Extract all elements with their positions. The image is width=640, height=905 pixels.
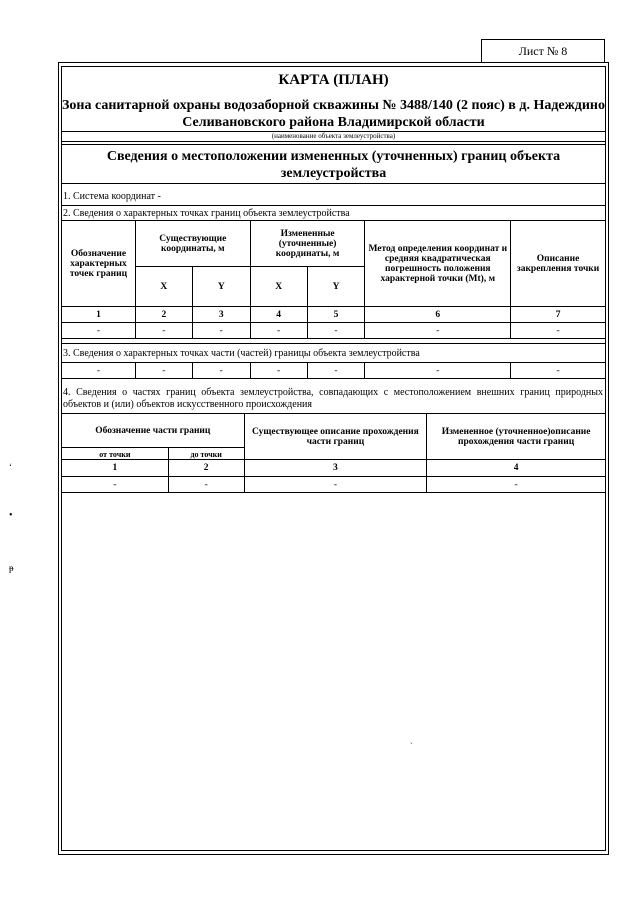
col-number: 2 bbox=[168, 460, 244, 477]
object-name-note: (наименование объекта землеустройства) bbox=[271, 132, 396, 140]
table-cell: - bbox=[135, 323, 192, 339]
table-cell: - bbox=[62, 323, 136, 339]
col-number: 3 bbox=[192, 307, 250, 323]
table-cell: - bbox=[365, 363, 511, 379]
table-cell: - bbox=[244, 477, 427, 493]
table-cell: - bbox=[250, 363, 307, 379]
col-number: 1 bbox=[62, 460, 169, 477]
table-cell: - bbox=[365, 323, 511, 339]
divider bbox=[61, 144, 606, 145]
section3-heading: 3. Сведения о характерных точках части (частей) границы объекта землеустройства bbox=[63, 348, 420, 359]
boundary-parts-table bbox=[61, 413, 606, 493]
scan-speck: ᵽ bbox=[9, 563, 14, 573]
divider bbox=[61, 183, 606, 184]
col-number: 6 bbox=[365, 307, 511, 323]
col-from-point: от точки bbox=[62, 448, 169, 460]
scan-speck: • bbox=[9, 510, 13, 521]
col-description: Описание закрепления точки bbox=[511, 221, 606, 307]
section4-heading: 4. Сведения о частях границ объекта землеустройства, совпадающих с местоположением внешних границ природных объектов и (или) объектов искусственного происхождения bbox=[63, 387, 603, 410]
col-number: 2 bbox=[135, 307, 192, 323]
col-number: 5 bbox=[307, 307, 365, 323]
col-x: X bbox=[135, 267, 192, 307]
col-changed-description: Измененное (уточненное)описание прохождения части границ bbox=[427, 414, 606, 460]
section-title: Сведения о местоположении измененных (уточненных) границ объекта землеустройства bbox=[106, 149, 561, 181]
table-cell: - bbox=[511, 323, 606, 339]
part-points-table bbox=[61, 362, 606, 379]
scan-speck: ˴ bbox=[410, 738, 413, 747]
table-cell: - bbox=[427, 477, 606, 493]
col-existing-coords: Существующие координаты, м bbox=[135, 221, 250, 267]
col-designation: Обозначение характерных точек границ bbox=[62, 221, 136, 307]
col-number: 4 bbox=[427, 460, 606, 477]
table-cell: - bbox=[62, 363, 136, 379]
table-cell: - bbox=[192, 323, 250, 339]
col-number: 7 bbox=[511, 307, 606, 323]
col-changed-coords: Измененные (уточненные) координаты, м bbox=[250, 221, 365, 267]
col-y: Y bbox=[192, 267, 250, 307]
table-cell: - bbox=[307, 323, 365, 339]
col-part-designation: Обозначение части границ bbox=[62, 414, 245, 448]
table-cell: - bbox=[62, 477, 169, 493]
col-method: Метод определения координат и средняя квадратическая погрешность положения характерной точки (Mt), м bbox=[365, 221, 511, 307]
divider bbox=[61, 205, 606, 206]
sheet-number: Лист № 8 bbox=[481, 39, 605, 63]
table-cell: - bbox=[168, 477, 244, 493]
col-y: Y bbox=[307, 267, 365, 307]
table-cell: - bbox=[250, 323, 307, 339]
col-to-point: до точки bbox=[168, 448, 244, 460]
table-cell: - bbox=[192, 363, 250, 379]
col-number: 3 bbox=[244, 460, 427, 477]
table-cell: - bbox=[511, 363, 606, 379]
divider bbox=[61, 131, 606, 132]
table-cell: - bbox=[307, 363, 365, 379]
section2-heading: 2. Сведения о характерных точках границ объекта землеустройства bbox=[63, 208, 350, 219]
col-number: 4 bbox=[250, 307, 307, 323]
col-existing-description: Существующее описание прохождения части границ bbox=[244, 414, 427, 460]
points-table bbox=[61, 220, 606, 339]
table-cell: - bbox=[135, 363, 192, 379]
scan-speck: ʻ bbox=[9, 462, 12, 472]
coordinate-system: 1. Система координат - bbox=[63, 191, 161, 202]
document-title: КАРТА (ПЛАН) bbox=[278, 72, 389, 88]
object-name: Зона санитарной охраны водозаборной скважины № 3488/140 (2 пояс) в д. Надеждино Селивановского района Владимирской области bbox=[62, 98, 605, 130]
divider bbox=[61, 343, 606, 344]
divider bbox=[61, 141, 606, 142]
col-x: X bbox=[250, 267, 307, 307]
col-number: 1 bbox=[62, 307, 136, 323]
